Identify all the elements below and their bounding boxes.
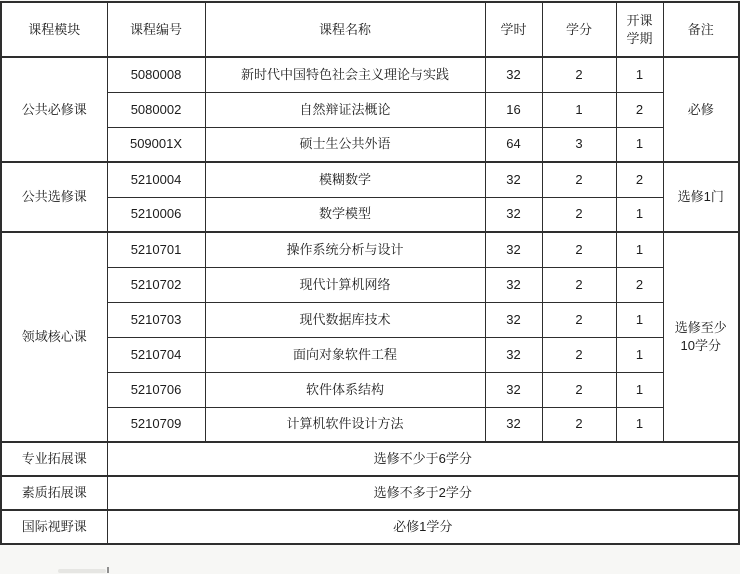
course-code-cell: 5080008 xyxy=(107,57,205,92)
hours-cell: 32 xyxy=(485,302,542,337)
course-row xyxy=(1,92,739,127)
credits-cell: 2 xyxy=(542,162,616,197)
course-row xyxy=(1,337,739,372)
course-row xyxy=(1,162,739,197)
semester-cell: 1 xyxy=(616,337,663,372)
course-name-cell: 现代数据库技术 xyxy=(205,302,485,337)
header-label-note: 备注 xyxy=(687,21,714,37)
course-name-cell: 新时代中国特色社会主义理论与实践 xyxy=(205,57,485,92)
hours-cell: 32 xyxy=(485,337,542,372)
module-cell: 公共选修课 xyxy=(1,162,107,232)
credits-cell: 2 xyxy=(542,57,616,92)
course-code-cell: 5210701 xyxy=(107,232,205,267)
course-code-cell: 5210703 xyxy=(107,302,205,337)
credits-cell: 3 xyxy=(542,127,616,162)
header-cell-hours xyxy=(485,2,542,57)
note-text: 选修1门 xyxy=(677,189,724,205)
course-name-cell: 面向对象软件工程 xyxy=(205,337,485,372)
credits-cell: 1 xyxy=(542,92,616,127)
note-cell xyxy=(663,57,739,162)
course-name-cell: 计算机软件设计方法 xyxy=(205,407,485,442)
table-body xyxy=(1,57,739,544)
semester-cell: 1 xyxy=(616,232,663,267)
header-cell-credits xyxy=(542,2,616,57)
summary-text-cell: 选修不少于6学分 xyxy=(107,442,739,476)
header-label-credits: 学分 xyxy=(565,21,592,37)
course-name-cell: 硕士生公共外语 xyxy=(205,127,485,162)
summary-text-cell: 选修不多于2学分 xyxy=(107,476,739,510)
credits-cell: 2 xyxy=(542,337,616,372)
header-cell-note xyxy=(663,2,739,57)
header-cell-semester xyxy=(616,2,663,57)
header-cell-name xyxy=(205,2,485,57)
credits-cell: 2 xyxy=(542,197,616,232)
hours-cell: 32 xyxy=(485,197,542,232)
header-label-code: 课程编号 xyxy=(129,21,182,37)
module-cell: 素质拓展课 xyxy=(1,476,107,510)
course-name-cell: 自然辩证法概论 xyxy=(205,92,485,127)
hours-cell: 16 xyxy=(485,92,542,127)
cropped-column-border-fragment xyxy=(107,567,109,573)
course-row xyxy=(1,57,739,92)
semester-cell: 2 xyxy=(616,162,663,197)
summary-row xyxy=(1,510,739,544)
summary-row xyxy=(1,442,739,476)
course-code-cell: 5080002 xyxy=(107,92,205,127)
header-label-module: 课程模块 xyxy=(28,21,81,37)
hours-cell: 32 xyxy=(485,267,542,302)
hours-cell: 64 xyxy=(485,127,542,162)
hours-cell: 32 xyxy=(485,372,542,407)
semester-cell: 1 xyxy=(616,302,663,337)
module-cell: 专业拓展课 xyxy=(1,442,107,476)
summary-row xyxy=(1,476,739,510)
credits-cell: 2 xyxy=(542,407,616,442)
course-name-cell: 数学模型 xyxy=(205,197,485,232)
course-row xyxy=(1,407,739,442)
hours-cell: 32 xyxy=(485,407,542,442)
header-cell-code xyxy=(107,2,205,57)
course-code-cell: 5210706 xyxy=(107,372,205,407)
course-code-cell: 5210709 xyxy=(107,407,205,442)
course-code-cell: 5210004 xyxy=(107,162,205,197)
header-cell-module xyxy=(1,2,107,57)
credits-cell: 2 xyxy=(542,267,616,302)
module-cell: 国际视野课 xyxy=(1,510,107,544)
course-code-cell: 5210704 xyxy=(107,337,205,372)
credits-cell: 2 xyxy=(542,372,616,407)
course-name-cell: 模糊数学 xyxy=(205,162,485,197)
course-code-cell: 509001X xyxy=(107,127,205,162)
course-row xyxy=(1,267,739,302)
course-row xyxy=(1,302,739,337)
course-row xyxy=(1,197,739,232)
header-label-hours: 学时 xyxy=(500,21,527,37)
note-cell xyxy=(663,162,739,232)
course-name-cell: 软件体系结构 xyxy=(205,372,485,407)
semester-cell: 1 xyxy=(616,407,663,442)
module-cell: 公共必修课 xyxy=(1,57,107,162)
note-text: 必修 xyxy=(687,101,714,117)
note-cell xyxy=(663,232,739,442)
course-code-cell: 5210006 xyxy=(107,197,205,232)
course-row xyxy=(1,127,739,162)
course-row xyxy=(1,372,739,407)
hours-cell: 32 xyxy=(485,162,542,197)
hours-cell: 32 xyxy=(485,57,542,92)
module-cell: 领域核心课 xyxy=(1,232,107,442)
semester-cell: 1 xyxy=(616,197,663,232)
course-code-cell: 5210702 xyxy=(107,267,205,302)
semester-cell: 1 xyxy=(616,57,663,92)
hours-cell: 32 xyxy=(485,232,542,267)
course-row xyxy=(1,232,739,267)
course-name-cell: 现代计算机网络 xyxy=(205,267,485,302)
header-row xyxy=(1,2,739,57)
semester-cell: 1 xyxy=(616,127,663,162)
summary-text-cell: 必修1学分 xyxy=(107,510,739,544)
header-label-name: 课程名称 xyxy=(318,21,371,37)
header-label-semester: 开课学期 xyxy=(626,12,653,46)
credits-cell: 2 xyxy=(542,232,616,267)
course-name-cell: 操作系统分析与设计 xyxy=(205,232,485,267)
course-table xyxy=(0,1,740,545)
note-text: 选修至少10学分 xyxy=(674,320,727,353)
semester-cell: 2 xyxy=(616,92,663,127)
credits-cell: 2 xyxy=(542,302,616,337)
semester-cell: 2 xyxy=(616,267,663,302)
cropped-next-row-fragment xyxy=(58,569,106,573)
semester-cell: 1 xyxy=(616,372,663,407)
